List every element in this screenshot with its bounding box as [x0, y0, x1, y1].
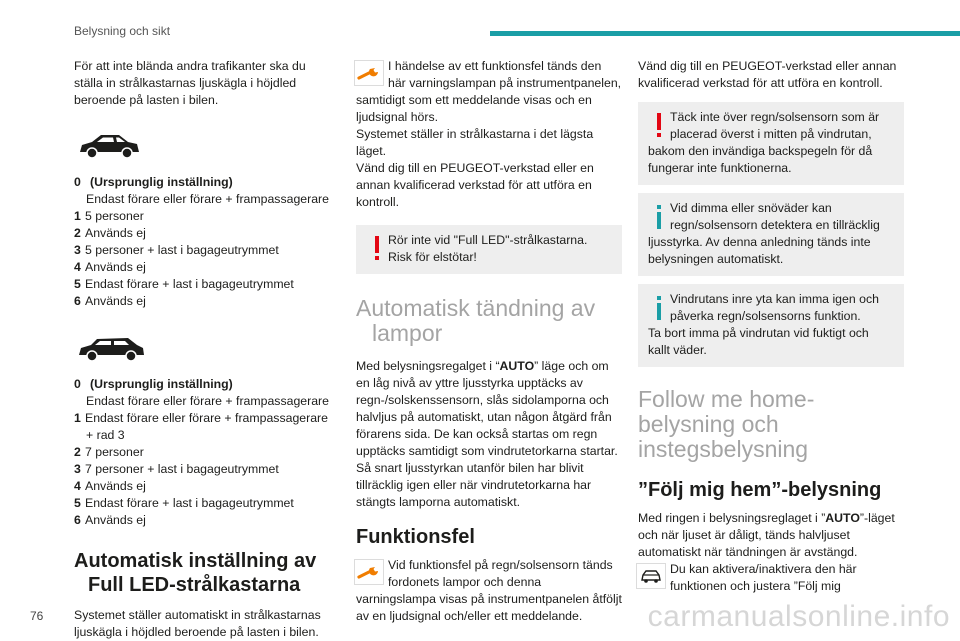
warning-text: Täck inte över regn/solsensorn som är placerad överst i mitten på vindrutan, bakom den invändiga backspegeln för då fungerar inte funktionerna.	[648, 110, 880, 175]
list-item	[74, 444, 336, 461]
list-item-sub	[74, 427, 336, 444]
info-icon	[648, 200, 670, 234]
heading-line: Automatisk inställning av	[74, 550, 317, 572]
list-item-sub	[74, 393, 336, 410]
car-icon	[74, 125, 144, 165]
section-heading-auto-adjust	[74, 549, 336, 597]
watermark: carmanualsonline.info	[647, 600, 950, 633]
heading-line: Full LED-strålkastarna	[88, 574, 301, 596]
list-item-text: 5 personer + last i bagageutrymmet	[85, 243, 279, 257]
list-item	[74, 512, 336, 529]
list-item	[74, 225, 336, 242]
list-item	[74, 208, 336, 225]
list-item-sub	[74, 191, 336, 208]
list-item	[74, 478, 336, 495]
list-item-number: 2	[74, 445, 81, 459]
list-item-text: Endast förare + last i bagageutrymmet	[85, 496, 294, 510]
list-item	[74, 495, 336, 512]
wrench-icon	[354, 58, 384, 88]
list-item-number: 4	[74, 260, 81, 274]
list-item-number: 6	[74, 513, 81, 527]
text-span: ” läge och om en låg nivå av yttre ljusstyrka upptäcks av regn-/solskenssensorn, slås sidolamporna och halvljus på automatiskt, utan någon åtgärd från förarens sida. De kan också startas om regn upptäcks samtidigt som vindrutetorkarna startar.	[356, 359, 618, 458]
list-item-text: Används ej	[85, 294, 146, 308]
sensor-fault-notice	[356, 557, 622, 625]
auto-adjust-paragraph: Systemet ställer automatiskt in strålkastarnas ljuskägla i höjdled beroende på lasten i bilen.	[74, 608, 321, 639]
fault-text-3: Vänd dig till en PEUGEOT-verkstad eller en annan kvalificerad verkstad för att utföra en kontroll.	[356, 161, 594, 209]
list-item-number: 0	[74, 377, 81, 391]
list-item-number: 1	[74, 411, 81, 425]
heading-line: Automatisk tändning av	[356, 295, 596, 321]
header-accent-bar	[490, 31, 960, 36]
list-item	[74, 242, 336, 259]
auto-lighting-paragraph-2: Så snart ljusstyrkan utanför bilen har blivit tillräcklig igen eller när vindrutetorkarna har stängts lamporna automatiskt.	[356, 461, 592, 509]
list-item-number: 0	[74, 175, 81, 189]
list-item-subtext: Endast förare eller förare + frampassagerare	[86, 192, 329, 206]
list-item-number: 2	[74, 226, 81, 240]
intro-paragraph: För att inte blända andra trafikanter ska du ställa in strålkastarnas ljuskägla i höjdled beroende på lasten i bilen.	[74, 59, 306, 107]
column-right	[638, 58, 904, 595]
list-item-text: Används ej	[85, 513, 146, 527]
list-item	[74, 376, 336, 393]
section-title: Belysning och sikt	[74, 24, 171, 38]
fault-text-2: Systemet ställer in strålkastarna i det lägsta läget.	[356, 127, 594, 158]
list-item-text: (Ursprunglig inställning)	[90, 377, 233, 391]
list-item	[74, 174, 336, 191]
list-item-subtext: + rad 3	[86, 428, 125, 442]
list-item-text: 7 personer + last i bagageutrymmet	[85, 462, 279, 476]
settings-notice	[638, 561, 904, 595]
info-text	[648, 291, 894, 359]
list-item-number: 5	[74, 496, 81, 510]
fault-text	[356, 58, 622, 211]
heading-line: Follow me home-	[638, 386, 815, 412]
wrench-icon	[354, 557, 384, 587]
section-heading-malfunction	[356, 525, 622, 549]
column-middle	[356, 58, 622, 625]
heading-line: ”Följ mig hem”-belysning	[638, 479, 882, 501]
list-item-text: Används ej	[85, 479, 146, 493]
list-item-text: Används ej	[85, 260, 146, 274]
heading-line: instegsbelysning	[638, 436, 809, 462]
list-item	[74, 259, 336, 276]
exclamation-icon	[648, 109, 670, 143]
info-box	[638, 284, 904, 367]
warning-box	[356, 225, 622, 274]
list-item-text: 5 personer	[85, 209, 144, 223]
list-item-number: 3	[74, 462, 81, 476]
list-item-number: 1	[74, 209, 81, 223]
warning-text: Rör inte vid "Full LED"-strålkastarna. Risk för elstötar!	[388, 233, 588, 264]
info-box	[638, 193, 904, 276]
car-icon	[74, 328, 148, 368]
list-item-text: 7 personer	[85, 445, 144, 459]
sensor-fault-text: Vid funktionsfel på regn/solsensorn tänds fordonets lampor och denna varningslampa visas på instrumentpanelen åtföljt av en ljudsignal och/eller ett meddelande.	[356, 558, 622, 623]
list-item-number: 4	[74, 479, 81, 493]
settings-text: Du kan aktivera/inaktivera den här funktionen och justera ”Följ mig	[670, 562, 857, 593]
heading-line: belysning och	[638, 411, 779, 437]
info-icon	[648, 291, 670, 325]
exclamation-icon	[366, 232, 388, 266]
auto-label: AUTO	[499, 359, 535, 373]
info-text: Vid dimma eller snöväder kan regn/solsensorn detektera en tillräcklig ljusstyrka. Av denna anledning tänds inte belysningen automatiskt.	[648, 201, 880, 266]
text-span: Med ringen i belysningsreglaget i ”	[638, 511, 826, 525]
list-item-number: 6	[74, 294, 81, 308]
car-settings-icon	[636, 561, 666, 591]
list-item-text: Används ej	[85, 226, 146, 240]
list-item	[74, 461, 336, 478]
auto-label: AUTO	[825, 511, 860, 525]
heading-line: lampor	[372, 320, 443, 346]
section-heading-follow-me-home-lighting	[638, 478, 904, 502]
fault-notice	[356, 58, 622, 211]
list-item	[74, 293, 336, 310]
list-item	[74, 276, 336, 293]
list-item-text: (Ursprunglig inställning)	[90, 175, 233, 189]
load-list-5-seats	[74, 174, 336, 310]
load-list-7-seats	[74, 376, 336, 529]
section-heading-auto-lighting	[356, 296, 622, 346]
info-text-2: Ta bort imma på vindrutan vid fuktigt och kallt väder.	[648, 326, 869, 357]
fault-text-1: I händelse av ett funktionsfel tänds den här varningslampan på instrumentpanelen, samtidigt som ett meddelande visas och en ljudsignal hörs.	[356, 59, 622, 124]
warning-box	[638, 102, 904, 185]
text-span: Med belysningsregalget i “	[356, 359, 500, 373]
info-text-1: Vindrutans inre yta kan imma igen och påverka regn/solsensorns funktion.	[670, 292, 879, 323]
auto-lighting-paragraph	[356, 358, 622, 460]
list-item-text: Endast förare + last i bagageutrymmet	[85, 277, 294, 291]
list-item-text: Endast förare eller förare + frampassagerare	[85, 411, 328, 425]
column-left	[74, 58, 336, 641]
heading-line: Funktionsfel	[356, 526, 475, 548]
list-item	[74, 410, 336, 427]
page-number: 76	[30, 609, 44, 623]
text-span: ”-läget och när ljuset är dåligt, tänds halvljuset automatiskt när tändningen är avstängd.	[638, 511, 895, 559]
list-item-number: 3	[74, 243, 81, 257]
list-item-number: 5	[74, 277, 81, 291]
follow-me-home-paragraph	[638, 510, 904, 561]
section-heading-follow-me-home	[638, 387, 904, 462]
list-item-subtext: Endast förare eller förare + frampassagerare	[86, 394, 329, 408]
workshop-paragraph: Vänd dig till en PEUGEOT-verkstad eller annan kvalificerad verkstad för att utföra en kontroll.	[638, 59, 897, 90]
